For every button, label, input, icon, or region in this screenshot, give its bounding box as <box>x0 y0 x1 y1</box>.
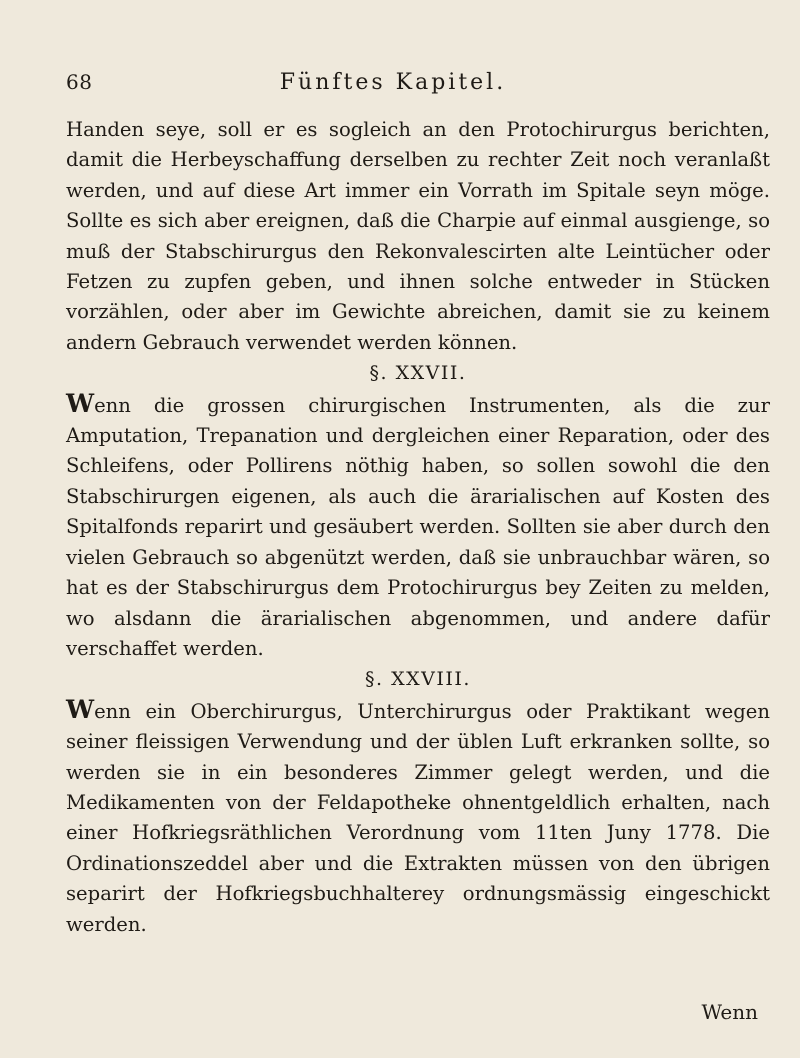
page-header <box>66 70 760 100</box>
body-text <box>66 115 770 940</box>
initial-letter: W <box>66 388 95 418</box>
running-head: Fünftes Kapitel. <box>279 70 507 95</box>
paragraph-2-text: enn die grossen chirurgischen Instrumenten, als die zur Amputation, Trepanation und dergleichen einer Reparation, oder des Schleifens, oder Pollirens nöthig haben, so sollen sowohl die den Stabschirurgen eigenen, als auch die ärarialischen auf Kosten des Spitalfonds reparirt und gesäubert werden. Sollten sie aber durch den vielen Gebrauch so abgenützt werden, daß sie unbrauchbar wären, so hat es der Stabschirurgus dem Protochirurgus bey Zeiten zu melden, wo alsdann die ärarialischen abgenommen, und andere dafür verschaffet werden. <box>66 393 770 660</box>
section-heading-xxvii: §. XXVII. <box>369 362 467 385</box>
initial-letter: W <box>66 694 95 724</box>
paragraph-1: Handen seye, soll er es sogleich an den Protochirurgus berichten, damit die Herbeyschaffung derselben zu rechter Zeit noch veranlaßt werden, und auf diese Art immer ein Vorrath im Spitale seyn möge. Sollte es sich aber ereignen, daß die Charpie auf einmal ausgienge, so muß der Stabschirurgus den Rekonvalescirten alte Leintücher oder Fetzen zu zupfen geben, und ihnen solche entweder in Stücken vorzählen, oder aber im Gewichte abreichen, damit sie zu keinem andern Gebrauch verwendet werden können. <box>66 118 770 354</box>
paragraph-2 <box>66 389 770 665</box>
page-number: 68 <box>66 70 93 94</box>
catchword: Wenn <box>701 1000 758 1024</box>
paragraph-3 <box>66 695 770 940</box>
section-heading-xxviii: §. XXVIII. <box>365 668 471 691</box>
paragraph-3-text: enn ein Oberchirurgus, Unterchirurgus oder Praktikant wegen seiner fleissigen Verwendung und der üblen Luft erkranken sollte, so werden sie in ein besonderes Zimmer gelegt werden, und die Medikamenten von der Feldapotheke ohnentgeldlich erhalten, nach einer Hofkriegsräthlichen Verordnung vom 11ten Juny 1778. Die Ordinationszeddel aber und die Extrakten müssen von den übrigen separirt der Hofkriegsbuchhalterey ordnungsmässig eingeschickt werden. <box>66 699 770 936</box>
